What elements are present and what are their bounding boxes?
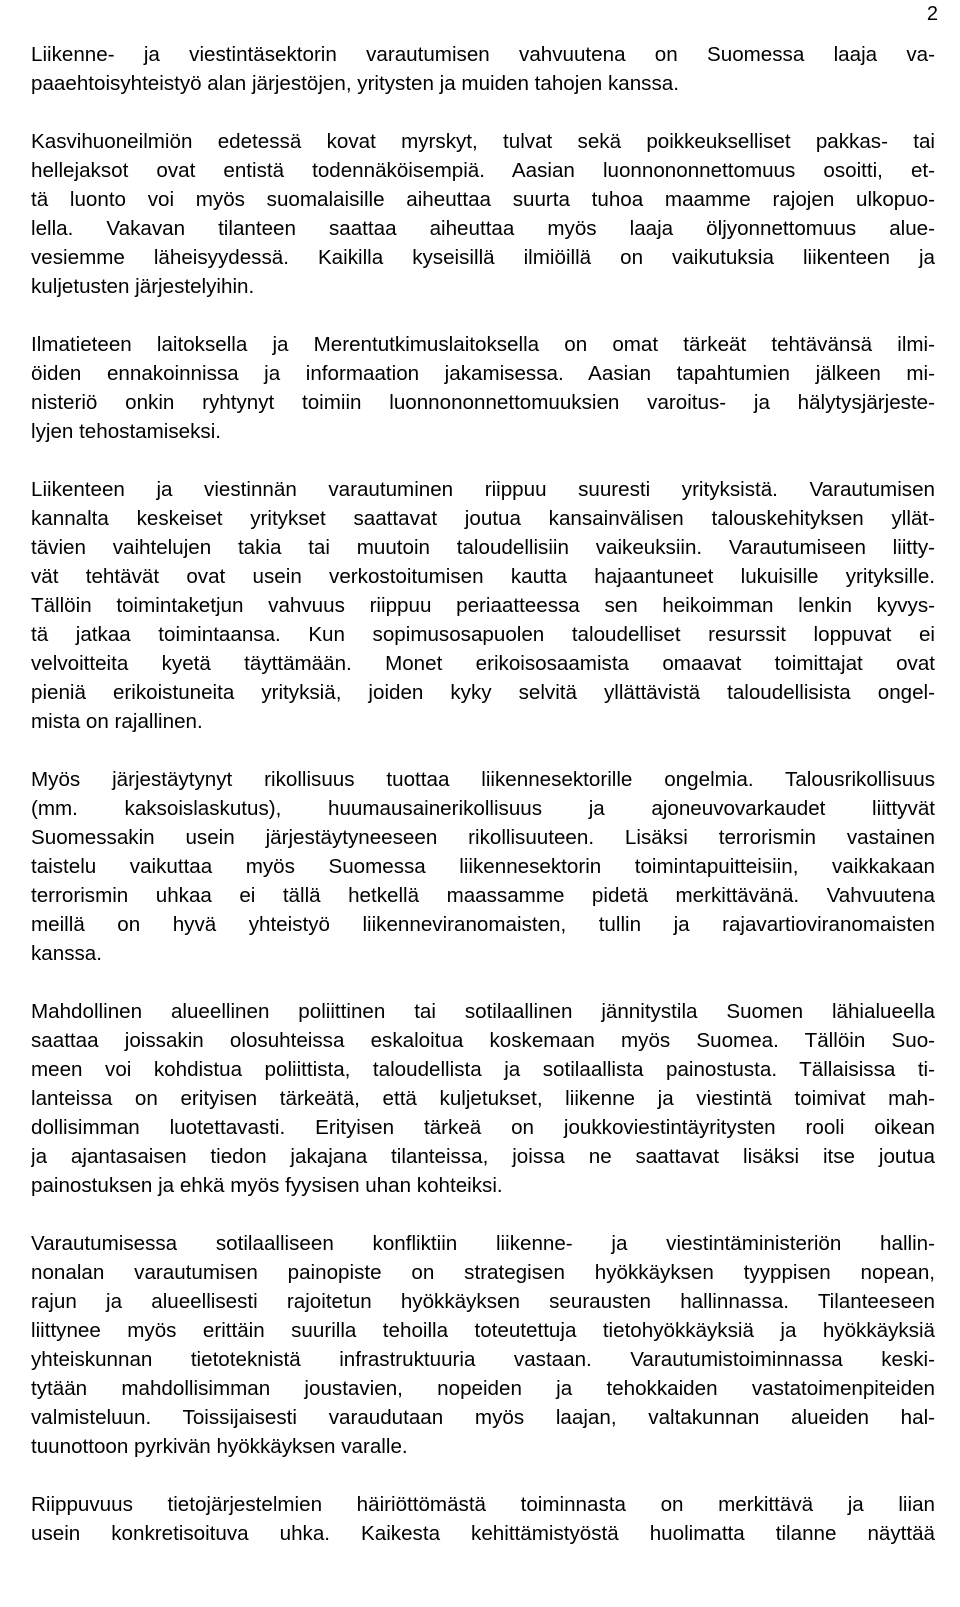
paragraph xyxy=(31,1490,935,1548)
text-line: nisteriö onkin ryhtynyt toimiin luonnononnettomuuksien varoitus- ja hälytysjärjeste- xyxy=(31,391,935,414)
text-line: painostuksen ja ehkä myös fyysisen uhan kohteiksi. xyxy=(31,1174,503,1197)
text-line: Liikenteen ja viestinnän varautuminen riippuu suuresti yrityksistä. Varautumisen xyxy=(31,478,935,501)
text-line: tä jatkaa toimintaansa. Kun sopimusosapuolen taloudelliset resurssit loppuvat ei xyxy=(31,623,935,646)
text-line: tä luonto voi myös suomalaisille aiheuttaa suurta tuhoa maamme rajojen ulkopuo- xyxy=(31,188,935,211)
text-line: meen voi kohdistua poliittista, taloudellista ja sotilaallista painostusta. Tällaisissa ti- xyxy=(31,1058,935,1081)
text-line: Mahdollinen alueellinen poliittinen tai sotilaallinen jännitystila Suomen lähialueella xyxy=(31,1000,935,1023)
paragraph xyxy=(31,765,935,968)
paragraph xyxy=(31,475,935,736)
text-line: hellejaksot ovat entistä todennäköisempiä. Aasian luonnononnettomuus osoitti, et- xyxy=(31,159,935,182)
text-line: velvoitteita kyetä täyttämään. Monet erikoisosaamista omaavat toimittajat ovat xyxy=(31,652,935,675)
text-line: Tällöin toimintaketjun vahvuus riippuu periaatteessa sen heikoimman lenkin kyvys- xyxy=(31,594,935,617)
text-line: Liikenne- ja viestintäsektorin varautumisen vahvuutena on Suomessa laaja va- xyxy=(31,43,935,66)
text-line: Varautumisessa sotilaalliseen konfliktiin liikenne- ja viestintäministeriön hallin- xyxy=(31,1232,935,1255)
text-line: Ilmatieteen laitoksella ja Merentutkimuslaitoksella on omat tärkeät tehtävänsä ilmi- xyxy=(31,333,935,356)
text-line: saattaa joissakin olosuhteissa eskaloitua koskemaan myös Suomea. Tällöin Suo- xyxy=(31,1029,935,1052)
text-line: liittynee myös erittäin suurilla tehoilla toteutettuja tietohyökkäyksiä ja hyökkäyksiä xyxy=(31,1319,935,1342)
text-line: dollisimman luotettavasti. Erityisen tärkeä on joukkoviestintäyritysten rooli oikean xyxy=(31,1116,935,1139)
text-line: meillä on hyvä yhteistyö liikenneviranomaisten, tullin ja rajavartioviranomaisten xyxy=(31,913,935,936)
paragraph xyxy=(31,330,935,446)
text-line: yhteiskunnan tietoteknistä infrastruktuuria vastaan. Varautumistoiminnassa keski- xyxy=(31,1348,935,1371)
text-line: kannalta keskeiset yritykset saattavat joutua kansainvälisen talouskehityksen yllät- xyxy=(31,507,935,530)
text-line: kuljetusten järjestelyihin. xyxy=(31,275,255,298)
text-line: Riippuvuus tietojärjestelmien häiriöttömästä toiminnasta on merkittävä ja liian xyxy=(31,1493,935,1516)
document-body xyxy=(31,40,935,1577)
text-line: vät tehtävät ovat usein verkostoitumisen kautta hajaantuneet lukuisille yrityksille. xyxy=(31,565,935,588)
text-line: vesiemme läheisyydessä. Kaikilla kyseisillä ilmiöillä on vaikutuksia liikenteen ja xyxy=(31,246,935,269)
text-line: öiden ennakoinnissa ja informaation jakamisessa. Aasian tapahtumien jälkeen mi- xyxy=(31,362,935,385)
text-line: terrorismin uhkaa ei tällä hetkellä maassamme pidetä merkittävänä. Vahvuutena xyxy=(31,884,935,907)
text-line: Kasvihuoneilmiön edetessä kovat myrskyt, tulvat sekä poikkeukselliset pakkas- tai xyxy=(31,130,935,153)
text-line: (mm. kaksoislaskutus), huumausainerikollisuus ja ajoneuvovarkaudet liittyvät xyxy=(31,797,935,820)
text-line: paaehtoisyhteistyö alan järjestöjen, yritysten ja muiden tahojen kanssa. xyxy=(31,72,679,95)
text-line: valmisteluun. Toissijaisesti varaudutaan myös laajan, valtakunnan alueiden hal- xyxy=(31,1406,935,1429)
paragraph xyxy=(31,997,935,1200)
text-line: tuunottoon pyrkivän hyökkäyksen varalle. xyxy=(31,1435,408,1458)
text-line: ja ajantasaisen tiedon jakajana tilanteissa, joissa ne saattavat lisäksi itse joutua xyxy=(31,1145,935,1168)
text-line: tävien vaihtelujen takia tai muutoin taloudellisiin vaikeuksiin. Varautumiseen liitty- xyxy=(31,536,935,559)
page-number: 2 xyxy=(926,3,938,25)
text-line: rajun ja alueellisesti rajoitetun hyökkäyksen seurausten hallinnassa. Tilanteeseen xyxy=(31,1290,935,1313)
text-line: mista on rajallinen. xyxy=(31,710,203,733)
text-line: lanteissa on erityisen tärkeätä, että kuljetukset, liikenne ja viestintä toimivat mah- xyxy=(31,1087,935,1110)
text-line: usein konkretisoituva uhka. Kaikesta kehittämistyöstä huolimatta tilanne näyttää xyxy=(31,1522,935,1545)
text-line: pieniä erikoistuneita yrityksiä, joiden kyky selvitä yllättävistä taloudellisista ongel- xyxy=(31,681,935,704)
text-line: tytään mahdollisimman joustavien, nopeiden ja tehokkaiden vastatoimenpiteiden xyxy=(31,1377,935,1400)
paragraph xyxy=(31,127,935,301)
text-line: nonalan varautumisen painopiste on strategisen hyökkäyksen tyyppisen nopean, xyxy=(31,1261,935,1284)
text-line: kanssa. xyxy=(31,942,102,965)
text-line: taistelu vaikuttaa myös Suomessa liikennesektorin toimintapuitteisiin, vaikkakaan xyxy=(31,855,935,878)
paragraph xyxy=(31,40,935,98)
text-line: lella. Vakavan tilanteen saattaa aiheuttaa myös laaja öljyonnettomuus alue- xyxy=(31,217,935,240)
text-line: lyjen tehostamiseksi. xyxy=(31,420,221,443)
text-line: Myös järjestäytynyt rikollisuus tuottaa liikennesektorille ongelmia. Talousrikollisuus xyxy=(31,768,935,791)
paragraph xyxy=(31,1229,935,1461)
text-line: Suomessakin usein järjestäytyneeseen rikollisuuteen. Lisäksi terrorismin vastainen xyxy=(31,826,935,849)
